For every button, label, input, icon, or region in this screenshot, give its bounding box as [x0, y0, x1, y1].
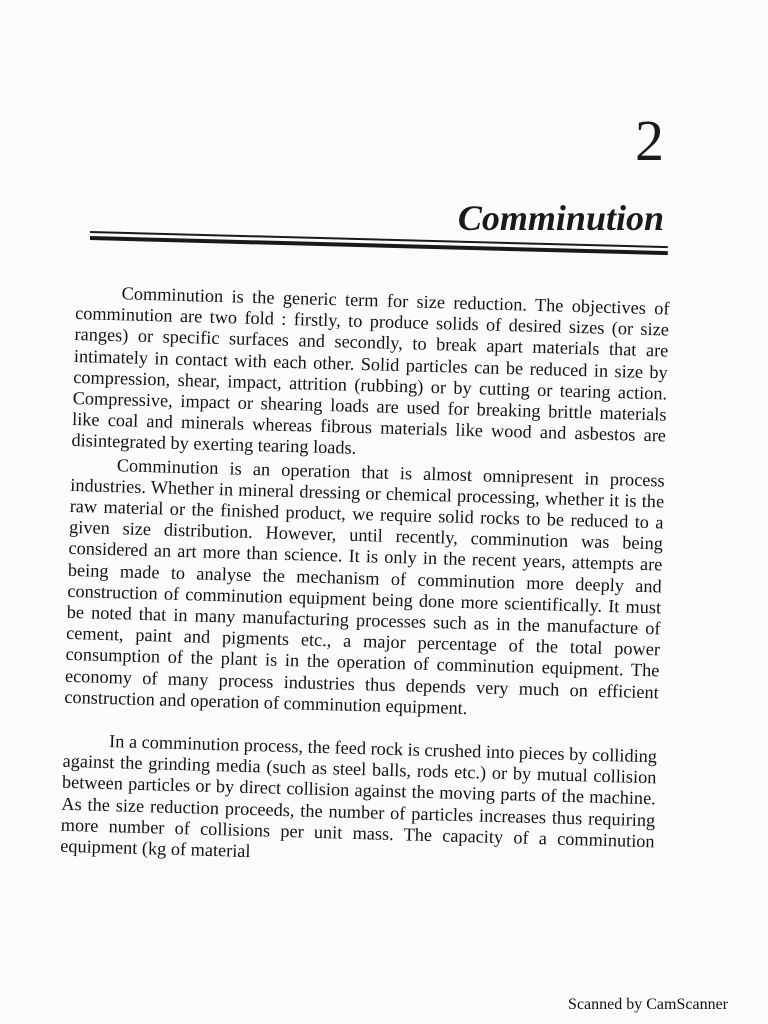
paragraph: Comminution is the generic term for size reduction. The objectives of comminution are two fold : firstly, to produce solids of desired sizes (or size ranges) or specific surfaces and secondly, to break apart materials that are intimately in contact with each other. Solid particles can be reduced in size by compression, shear, impact, attrition (rubbing) or by cutting or tearing action. Compressive, impact or shearing loads are used for breaking brittle materials like coal and minerals whereas fibrous materials like wood and asbestos are disintegrated by exerting tearing loads. [71, 283, 670, 459]
paragraph: In a comminution process, the feed rock is crushed into pieces by colliding against the grinding media (such as steel balls, rods etc.) or by mutual collision between particles or by direct collision against the moving parts of the machine. As the size reduction proceeds, the number of particles increases thus requiring more number of collisions per unit mass. The capacity of a comminution equipment (kg of material [59, 731, 658, 862]
chapter-title: Comminution [457, 198, 664, 238]
paragraph: Comminution is an operation that is almost omnipresent in process industries. Whether in mineral dressing or chemical processing, whether it is the raw material or the finished product, we require solid rocks to be reduced to a given size distribution. However, until recently, comminution was being considered an art more than science. It is only in the recent years, attempts are being made to analyse the mechanism of comminution more deeply and construction of comminution equipment being done more scientifically. It must be noted that in many manufacturing processes such as in the manufacture of cement, paint and pigments etc., a major percentage of the total power consumption of the plant is in the operation of comminution equipment. The economy of many process industries thus depends very much on efficient construction and operation of comminution equipment. [64, 454, 665, 718]
chapter-number: 2 [635, 108, 664, 173]
body-text [60, 282, 670, 874]
scanner-watermark: Scanned by CamScanner [568, 996, 728, 1013]
